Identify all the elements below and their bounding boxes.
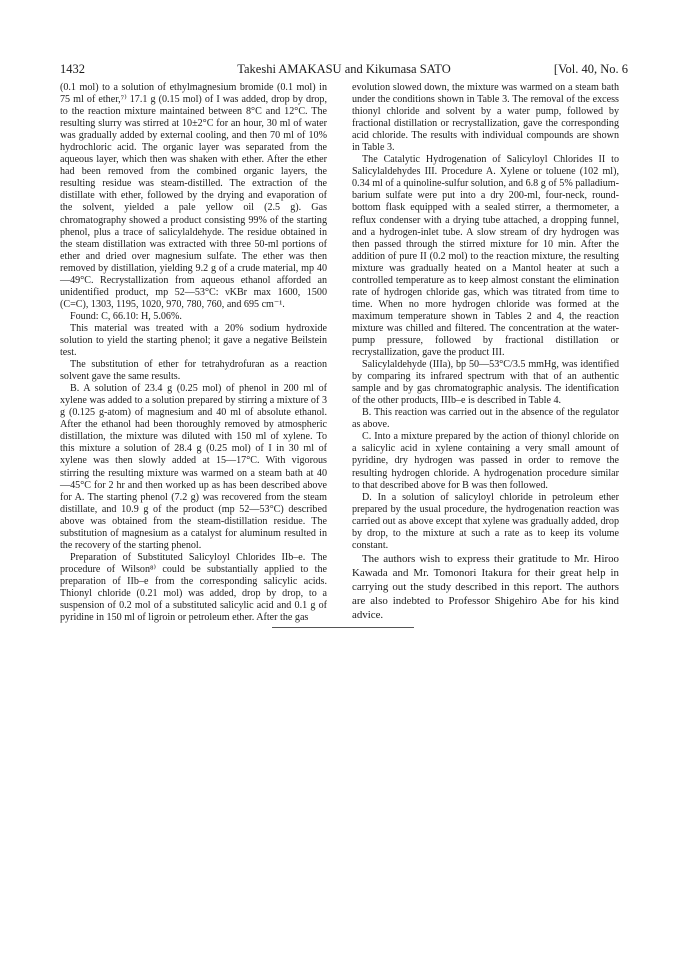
paragraph: evolution slowed down, the mixture was warmed on a steam bath under the conditions shown in Table 3. The removal of the excess thionyl chloride and solvent by a water pump, followed by fractional distillation or recrystallization, gave the corresponding acid chloride. The results with individual compounds are shown in Table 3. bbox=[352, 82, 619, 154]
paragraph: This material was treated with a 20% sodium hydroxide solution to yield the starting phenol; it gave a negative Beilstein test. bbox=[60, 322, 327, 359]
right-column bbox=[352, 82, 619, 622]
paragraph: The Catalytic Hydrogenation of Salicyloyl Chlorides II to Salicylaldehydes III. Procedure A. Xylene or toluene (102 ml), 0.34 ml of a quinoline-sulfur solution, and 6.8 g of 5% palladium-barium sulfate were put into a dry 200-ml, four-neck, round-bottom flask equipped with a sealed stirrer, a thermometer, a reflux condenser with a drying tube attached, a dropping funnel, and a hydrogen-inlet tube. A slow stream of dry hydrogen was then passed through the stirred mixture for 10 min. After the addition of pure II (0.2 mol) to the reaction mixture, the resulting mixture was gradually heated on a Mantol heater at such a controlled temperature as to keep almost constant the elimination rate of hydrogen chloride gas, which was titrated from time to time. When no more hydrogen chloride was formed at the maximum temperature shown in Tables 2 and 4, the reaction mixture was chilled and filtered. The concentration at the water-pump pressure, followed by fractional distillation or recrystallization, gave the product III. bbox=[352, 154, 619, 359]
header-authors: Takeshi AMAKASU and Kikumasa SATO bbox=[237, 62, 451, 76]
paragraph: B. This reaction was carried out in the absence of the regulator as above. bbox=[352, 407, 619, 431]
paragraph: The substitution of ether for tetrahydrofuran as a reaction solvent gave the same results. bbox=[60, 359, 327, 383]
end-rule bbox=[272, 627, 414, 628]
paragraph: B. A solution of 23.4 g (0.25 mol) of phenol in 200 ml of xylene was added to a solution prepared by stirring a mixture of 3 g (0.125 g-atom) of magnesium and 40 ml of absolute ethanol. After the ethanol had been thoroughly removed by atmospheric distillation, the mixture was diluted with 150 ml of xylene. To this mixture a solution of 28.4 g (0.25 mol) of I in 30 ml of xylene was then slowly added at 15—17°C. With vigorous stirring the resulting mixture was warmed on a steam bath at 40—45°C for 2 hr and then worked up as has been described above for A. The starting phenol (7.2 g) was recovered from the steam distillate, and 10.9 g of the product (mp 52—53°C) described above was obtained from the steam-distillation residue. The substitution of magnesium as a catalyst for aluminum resulted in the recovery of the starting phenol. bbox=[60, 383, 327, 551]
page-number: 1432 bbox=[60, 62, 85, 76]
acknowledgement: The authors wish to express their gratitude to Mr. Hiroo Kawada and Mr. Tomonori Itakura for their great help in carrying out the study described in this report. The authors are also indebted to Professor Shigehiro Abe for his kind advice. bbox=[352, 552, 619, 621]
paragraph: (0.1 mol) to a solution of ethylmagnesium bromide (0.1 mol) in 75 ml of ether,⁷⁾ 17.1 g (0.15 mol) of I was added, drop by drop, to the reaction mixture maintained between 8°C and 12°C. The resulting slurry was stirred at 10±2°C for an hour, 30 ml of water was gradually added by external cooling, and then 70 ml of 10% hydrochloric acid. The organic layer was separated from the aqueous layer, which then was shaken with ether. After the ether had been removed from the combined organic layers, the resulting residue was steam-distilled. The extraction of the distillate with ether, followed by the drying and evaporation of the solvent, yielded a pale yellow oil (2.5 g). Gas chromatography showed a product consisting 99% of the starting phenol, plus a trace of salicylaldehyde. The residue obtained in the steam distillation was extracted with three 50-ml portions of ether and dried over magnesium sulfate. The ether was then removed by distillation, yielding 9.2 g of a crude material, mp 40—49°C. Recrystallization from aqueous ethanol afforded an unidentified product, mp 52—53°C: νKBr max 1600, 1500 (C=C), 1303, 1195, 1020, 970, 780, 760, and 695 cm⁻¹. bbox=[60, 82, 327, 310]
paragraph: Preparation of Substituted Salicyloyl Chlorides IIb–e. The procedure of Wilson⁸⁾ could be substantially applied to the preparation of IIb–e from the corresponding salicylic acids. Thionyl chloride (0.21 mol) was added, drop by drop, to a suspension of 0.2 mol of a substituted salicylic acid and 0.1 g of pyridine in 150 ml of ligroin or petroleum ether. After the gas bbox=[60, 551, 327, 624]
header-volume: [Vol. 40, No. 6 bbox=[553, 62, 628, 76]
paragraph: D. In a solution of salicyloyl chloride in petroleum ether prepared by the usual procedure, the hydrogenation reaction was carried out as above except that xylene was gradually added, drop by drop, to the mixture at such a rate as to keep its volume constant. bbox=[352, 491, 619, 551]
paragraph: Found: C, 66.10: H, 5.06%. bbox=[70, 310, 182, 322]
running-header bbox=[60, 62, 628, 80]
paragraph: C. Into a mixture prepared by the action of thionyl chloride on a salicylic acid in xylene containing a very small amount of pyridine, dry hydrogen was passed in order to remove the resulting hydrogen chloride. A hydrogenation procedure similar to that described above for B was then followed. bbox=[352, 431, 619, 491]
paragraph: Salicylaldehyde (IIIa), bp 50—53°C/3.5 mmHg, was identified by comparing its infrared spectrum with that of an authentic sample and by gas chromatographic analysis. The identification of the other products, IIIb–e is described in Table 4. bbox=[352, 359, 619, 407]
left-column bbox=[60, 82, 327, 624]
